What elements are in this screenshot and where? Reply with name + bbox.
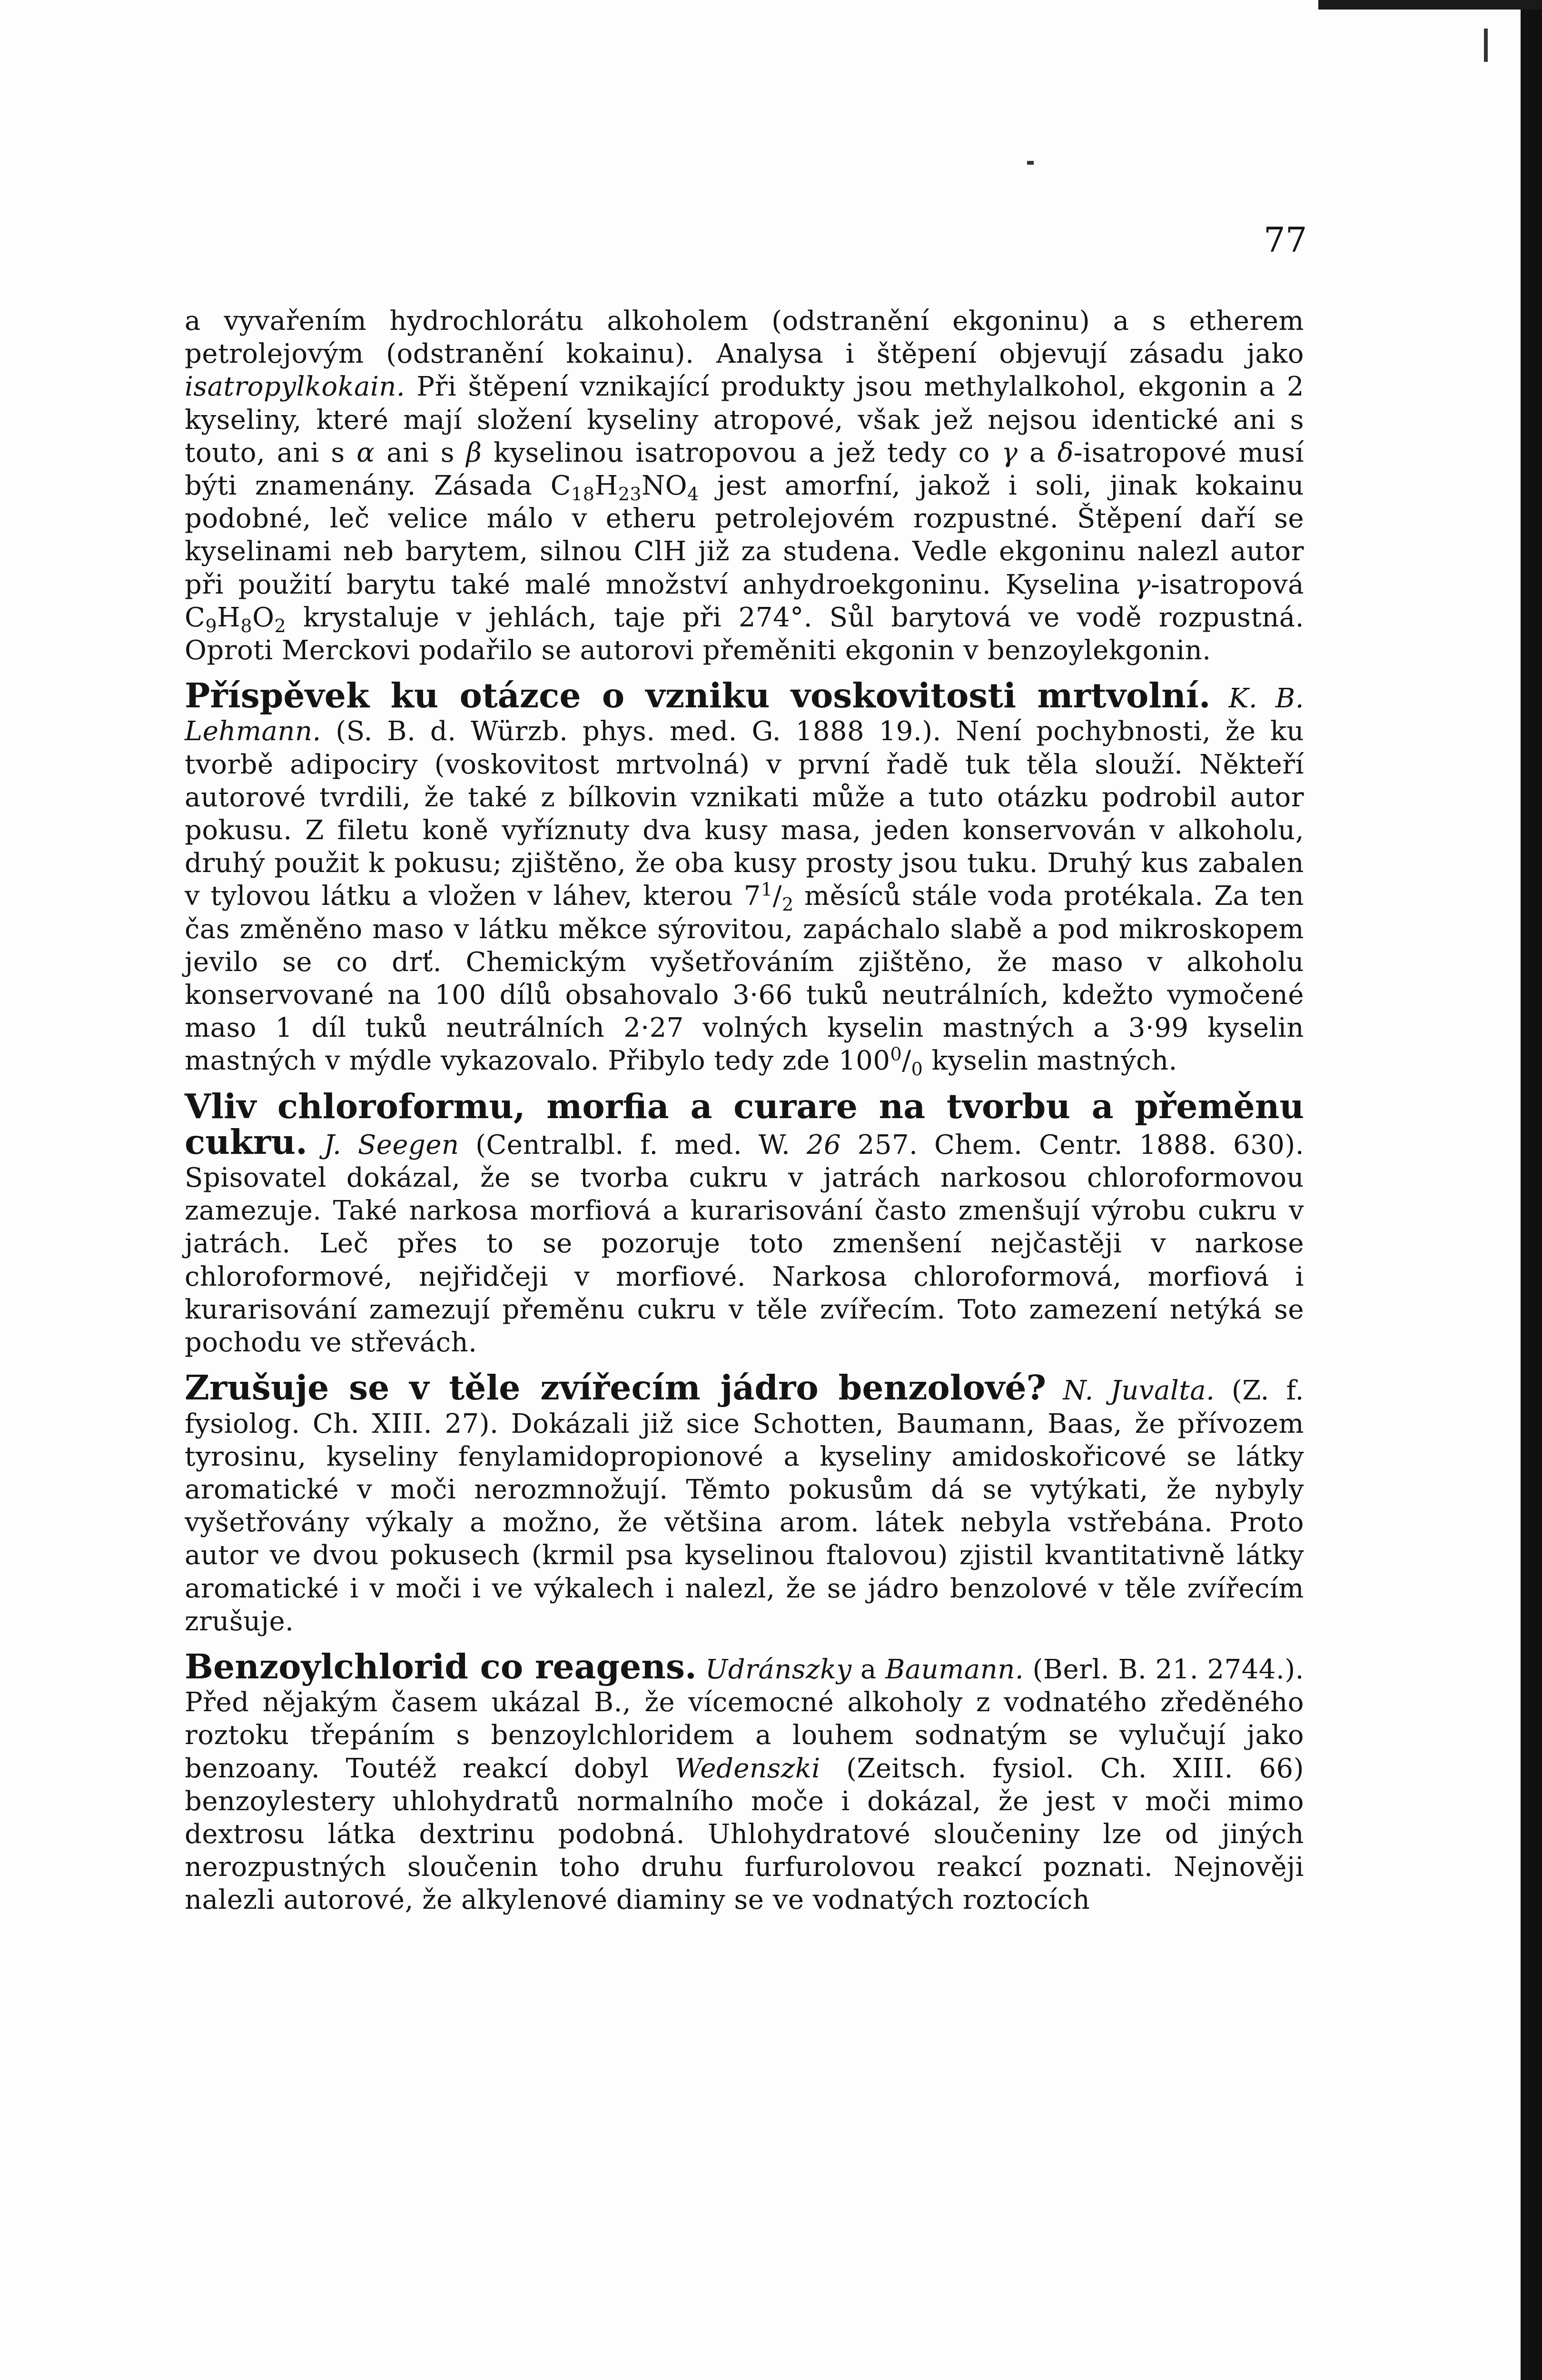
text-run: NO: [642, 470, 688, 502]
text-run: H: [594, 470, 618, 502]
scan-mark-top: [1484, 29, 1488, 62]
page-number: 77: [1264, 220, 1307, 260]
article-author: J. Seegen: [324, 1129, 459, 1160]
formula-subscript: 9: [205, 615, 217, 637]
cited-author: Wedenszki: [674, 1753, 820, 1784]
text-run: -isatropové musí býti znamenány. Zásada C: [185, 437, 1304, 502]
article-author: K. B. Lehmann.: [185, 683, 1304, 747]
scan-mark-dot: [1027, 161, 1034, 165]
volume-number: 26: [806, 1129, 841, 1160]
greek-symbol: γ: [1001, 437, 1018, 468]
formula-subscript: 23: [618, 484, 642, 505]
article-author: Udránszky: [705, 1654, 852, 1685]
text-run: kyselin mastných.: [923, 1045, 1177, 1077]
article-title: Příspěvek ku otázce o vzniku voskovitosti mrtvolní.: [185, 675, 1211, 716]
text-run: (Zeitsch. fysiol. Ch. XIII. 66) benzoylestery uhlohydratů normalního moče i dokázal, že jest v moči mimo dextrosu látka dextrinu podobná. Uhlohydratové sloučeniny lze od jiných nerozpustných sloučenin toho druhu furfurolovou reakcí poznati. Nejnověji nalezli autorové, že alkylenové diaminy se ve vodnatých roztocích: [185, 1753, 1305, 1916]
text-run: a: [1018, 437, 1058, 468]
formula-subscript: 18: [571, 484, 595, 505]
article-title: Benzoylchlorid co reagens.: [185, 1646, 697, 1686]
greek-symbol: γ: [1135, 569, 1151, 600]
text-run: (Centralbl. f. med. W.: [459, 1129, 807, 1160]
text-run: (S. B. d. Würzb. phys. med. G. 1888 19.). Není pochybnosti, že ku tvorbě adipociry (voskovitost mrtvolná) v první řadě tuk těla slouží. Někteří autorové tvrdili, že také z bílkovin vznikati může a tuto otázku podrobil autor pokusu. Z filetu koně vyříznuty dva kusy masa, jeden konservován v alkoholu, druhý použit k pokusu; zjištěno, že oba kusy prosty jsou tuku. Druhý kus zabalen v tylovou látku a vložen v láhev, kterou 7: [185, 716, 1304, 912]
paragraph-continued: [185, 305, 1304, 667]
greek-symbol: δ: [1057, 437, 1074, 468]
article-title: Zrušuje se v těle zvířecím jádro benzolové?: [185, 1368, 1047, 1408]
formula-subscript: 4: [687, 484, 699, 505]
text-run: (Berl. B. 21. 2744.). Před nějakým časem ukázal B., že vícemocné alkoholy z vodnatého zředěného roztoku třepáním s benzoylchloridem a louhem sodnatým se vylučují jako benzoany. Toutéž reakcí dobyl: [185, 1654, 1304, 1784]
text-run: -isatropová C: [185, 569, 1304, 633]
percent-numerator: 0: [890, 1043, 902, 1065]
text-run: jest amorfní, jakož i soli, jinak kokainu podobné, leč velice málo v etheru petrolejovém rozpustné. Štěpení daří se kyselinami neb barytem, silnou ClH již za studena. Vedle ekgoninu nalezl autor při použití barytu také malé množství anhydroekgoninu. Kyselina: [185, 470, 1304, 600]
formula-subscript: 2: [274, 615, 287, 637]
page-body: [185, 305, 1304, 1917]
greek-symbol: β: [466, 437, 482, 468]
scan-border-right: [1521, 0, 1542, 2380]
text-run: /: [772, 881, 782, 912]
text-run: H: [217, 602, 241, 633]
text-run: (Z. f. fysiolog. Ch. XIII. 27). Dokázali již sice Schotten, Baumann, Baas, že přívozem tyrosinu, kyseliny fenylamidopropionové a kyseliny amidoskořicové se látky aromatické v moči nerozmnožují. Těmto pokusům dá se vytýkati, že nybyly vyšetřovány výkaly a možno, že většina arom. látek nebyla vstřebána. Proto autor ve dvou pokusech (krmil psa kyselinou ftalovou) zjistil kvantitativně látky aromatické i v moči i ve výkalech i nalezl, že se jádro benzolové v těle zvířecím zrušuje.: [185, 1375, 1304, 1637]
text-run: měsíců stále voda protékala. Za ten čas změněno maso v látku měkce sýrovitou, zapáchalo slabě a pod mikroskopem jevilo se co drť. Chemickým vyšetřováním zjištěno, že maso v alkoholu konservované na 100 dílů obsahovalo 3·66 tuků neutrálních, kdežto vymočené maso 1 díl tuků neutrálních 2·27 volných kyselin mastných a 3·99 kyselin mastných v mýdle vykazovalo. Přibylo tedy zde 100: [185, 881, 1305, 1077]
text-run: /: [902, 1045, 911, 1077]
fraction-numerator: 1: [761, 879, 773, 900]
text-run: Při štěpení vznikající produkty jsou methylalkohol, ekgonin a 2 kyseliny, které mají složení kyseliny atropové, však jež nejsou identické ani s touto, ani s: [185, 371, 1304, 468]
text-run: kyselinou isatropovou a jež tedy co: [482, 437, 1002, 468]
percent-denominator: 0: [911, 1059, 923, 1080]
greek-symbol: α: [356, 437, 375, 468]
text-run: a: [851, 1654, 886, 1685]
text-run: 257. Chem. Centr. 1888. 630). Spisovatel dokázal, že se tvorba cukru v jatrách narkosou chloroformovou zamezuje. Také narkosa morfiová a kurarisování často zmenšují výrobu cukru v jatrách. Leč přes to se pozoruje toto zmenšení nejčastěji v narkose chloroformové, nejřidčeji v morfiové. Narkosa chloroformová, morfiová i kurarisování zamezují přeměnu cukru v těle zvířecím. Toto zamezení netýká se pochodu ve střevách.: [185, 1129, 1304, 1359]
article-author: Baumann.: [885, 1654, 1024, 1685]
text-run: krystaluje v jehlách, taje při 274°. Sůl barytová ve vodě rozpustná. Oproti Merckovi podařilo se autorovi přeměniti ekgonin v benzoylekgonin.: [185, 602, 1304, 666]
fraction-denominator: 2: [781, 894, 794, 915]
compound-name: isatropylkokain.: [185, 371, 405, 403]
formula-subscript: 8: [240, 615, 253, 637]
text-run: ani s: [375, 437, 466, 468]
article-title: Vliv chloroformu, morfia a curare na tvorbu a přeměnu cukru.: [185, 1086, 1304, 1162]
text-run: O: [252, 602, 275, 633]
scan-border-top: [1318, 0, 1542, 10]
article-author: N. Juvalta.: [1063, 1375, 1215, 1407]
text-run: a vyvařením hydrochlorátu alkoholem (odstranění ekgoninu) a s etherem petrolejovým (odstranění kokainu). Analysa i štěpení objevují zásadu jako: [185, 306, 1304, 370]
